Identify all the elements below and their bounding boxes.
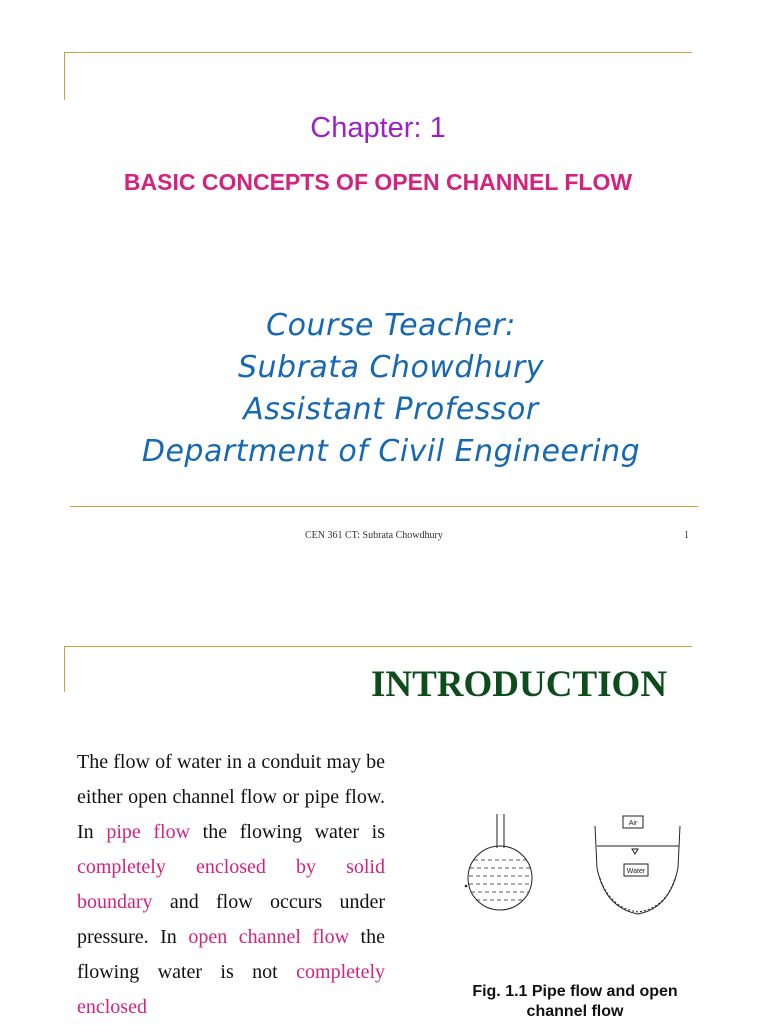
air-label: Air	[628, 820, 638, 827]
teacher-line: Course Teacher:	[266, 308, 516, 343]
teacher-line: Assistant Professor	[243, 392, 539, 427]
paragraph-highlight: completely enclosed by solid boundary	[77, 856, 385, 913]
slide2-frame-top	[64, 646, 692, 647]
chapter-title: Chapter: 1	[310, 112, 446, 144]
slide-page-number: 1	[684, 530, 689, 541]
slide1-frame-top	[64, 52, 692, 53]
paragraph-run: the flowing water is not	[77, 926, 385, 983]
pipe-flow-sketch	[465, 814, 532, 910]
teacher-line: Subrata Chowdhury	[237, 350, 544, 385]
open-channel-sketch	[595, 816, 680, 914]
pipe-and-channel-figure	[460, 808, 700, 933]
slide2-frame-left	[64, 646, 65, 692]
chapter-subtitle: BASIC CONCEPTS OF OPEN CHANNEL FLOW	[123, 169, 633, 195]
paragraph-highlight: pipe flow	[106, 821, 191, 843]
introduction-heading: INTRODUCTION	[371, 664, 668, 705]
teacher-block	[0, 305, 768, 473]
slide1-footer-divider	[70, 506, 698, 507]
paragraph-run: the flowing water is	[190, 821, 386, 843]
slide1-frame-left	[64, 52, 65, 100]
paragraph-highlight: open channel flow	[188, 926, 350, 948]
paragraph-highlight: completely enclosed	[77, 961, 385, 1018]
slide-footer-text: CEN 361 CT: Subrata Chowdhury	[305, 530, 443, 541]
introduction-paragraph	[77, 745, 385, 1025]
water-label: Water	[626, 868, 646, 875]
figure-caption: Fig. 1.1 Pipe flow and open channel flow	[472, 983, 678, 1020]
paragraph-run: The flow of water in a conduit may be either open channel flow or pipe flow. In	[77, 751, 385, 843]
teacher-line: Department of Civil Engineering	[141, 434, 641, 469]
paragraph-run: and flow occurs under pressure. In	[77, 891, 385, 948]
